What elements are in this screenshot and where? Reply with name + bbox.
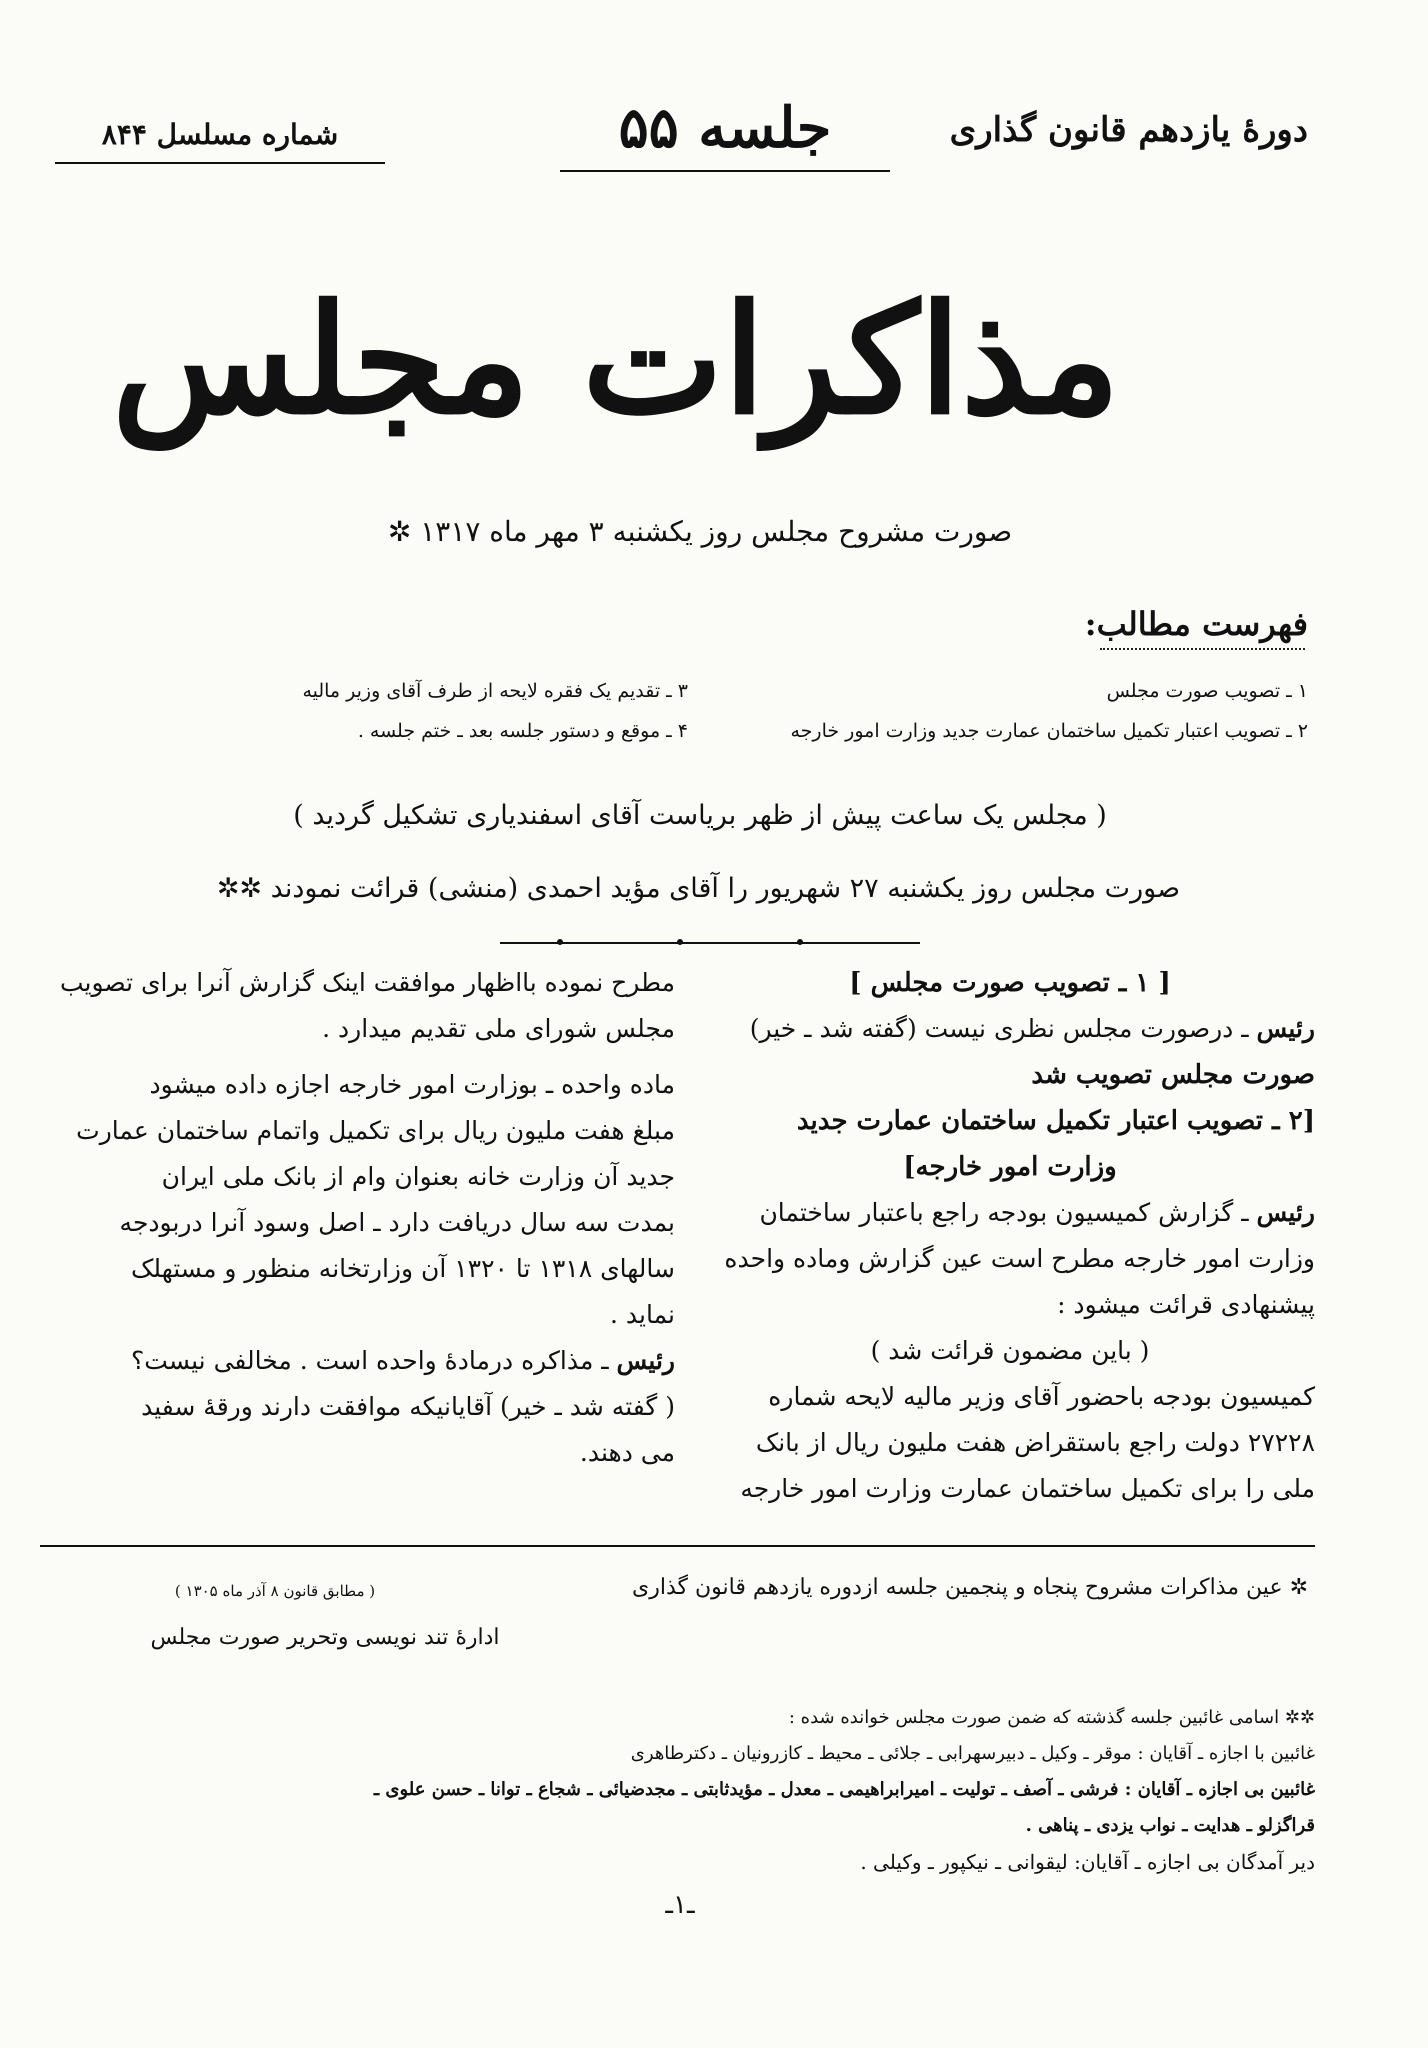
toc-item: ۱ ـ تصویب صورت مجلس [1106, 680, 1308, 702]
item-heading: [۲ ـ تصویب اعتبار تکمیل ساختمان عمارت جدید [796, 1106, 1315, 1136]
absent-title: ✲✲ اسامی غائبین جلسه گذشته که ضمن صورت مجلس خوانده شده : [788, 1707, 1315, 1728]
paragraph-line: ماده واحده ـ بوزارت امور خارجه اجازه داده میشود [149, 1070, 675, 1099]
paragraph-line: کمیسیون بودجه باحضور آقای وزیر مالیه لایحه شماره [768, 1382, 1315, 1411]
speaker-name: رئیس [1256, 1014, 1315, 1043]
divider-dot [677, 939, 683, 945]
paragraph [705, 1006, 1315, 1052]
term-label: دورهٔ یازدهم قانون گذاری [949, 110, 1308, 150]
footnote: ✲ عین مذاکرات مشروح پنجاه و پنجمین جلسه ازدوره یازدهم قانون گذاری [632, 1575, 1308, 1600]
law-reference: ( مطابق قانون ۸ آذر ماه ۱۳۰۵ ) [174, 1582, 376, 1600]
item-heading: وزارت امور خارجه] [903, 1152, 1117, 1182]
divider-dot [797, 939, 803, 945]
absent-without-leave: غائبین بی اجازه ـ آقایان : فرشی ـ آصف ـ تولیت ـ امیرابراهیمی ـ معدل ـ مؤیدثابتی ـ مجدضیائی ـ شجاع ـ توانا ـ حسن علوی ـ [373, 1779, 1315, 1800]
paragraph-line: جدید آن وزارت خانه بعنوان وام از بانک ملی ایران [161, 1162, 675, 1191]
paragraph-line: می دهند. [579, 1438, 675, 1467]
paragraph-line: سالهای ۱۳۱۸ تا ۱۳۲۰ آن وزارتخانه منظور و مستهلک [131, 1254, 675, 1283]
session-underline [560, 170, 890, 172]
late-without-leave: دیر آمدگان بی اجازه ـ آقایان: لیقوانی ـ نیکپور ـ وکیلی . [860, 1850, 1315, 1874]
toc-underline [1100, 648, 1305, 650]
paragraph-line: نماید . [609, 1300, 675, 1329]
paragraph: صورت مجلس تصویب شد [1031, 1060, 1315, 1090]
page-number: ـ۱ـ [665, 1890, 695, 1920]
paragraph [55, 1338, 675, 1384]
opening-notice: ( مجلس یک ساعت پیش از ظهر بریاست آقای اسفندیاری تشکیل گردید ) [293, 800, 1107, 831]
toc-item: ۲ ـ تصویب اعتبار تکمیل ساختمان عمارت جدید وزارت امور خارجه [790, 720, 1308, 742]
left-column [55, 960, 675, 1476]
serial-number: شماره مسلسل ۸۴۴ [101, 118, 339, 151]
masthead-title: مذاکرات مجلس [111, 272, 1120, 448]
paragraph-line: وزارت امور خارجه مطرح است عین گزارش وماده واحده [724, 1244, 1315, 1273]
item-heading: [ ۱ ـ تصویب صورت مجلس ] [849, 968, 1171, 998]
paragraph-line: مجلس شورای ملی تقدیم میدارد . [322, 1014, 675, 1043]
toc-item: ۴ ـ موقع و دستور جلسه بعد ـ ختم جلسه . [357, 720, 688, 742]
absent-without-leave-cont: قراگزلو ـ هدایت ـ نواب یزدی ـ پناهی . [1025, 1815, 1315, 1836]
paragraph-text: ـ درصورت مجلس نظری نیست (گفته شد ـ خیر) [749, 1014, 1257, 1043]
session-number: جلسه ۵۵ [618, 95, 832, 161]
footer-divider [40, 1545, 1315, 1547]
toc-title: فهرست مطالب: [1084, 605, 1308, 643]
absentee-notes [55, 1700, 1315, 1880]
paragraph-line: ( گفته شد ـ خیر) آقایانیکه موافقت دارند ورقهٔ سفید [141, 1392, 675, 1421]
paragraph: ( باین مضمون قرائت شد ) [870, 1336, 1150, 1365]
paragraph [705, 1190, 1315, 1236]
paragraph-text: ـ مذاکره درمادهٔ واحده است . مخالفی نیست؟ [131, 1346, 617, 1375]
section-divider [500, 942, 920, 944]
divider-dot [557, 939, 563, 945]
toc-item: ۳ ـ تقدیم یک فقره لایحه از طرف آقای وزیر مالیه [302, 680, 688, 702]
serial-underline [55, 162, 385, 164]
paragraph-line: ملی را برای تکمیل ساختمان عمارت وزارت امور خارجه [740, 1474, 1315, 1503]
paragraph-line: بمدت سه سال دریافت دارد ـ اصل وسود آنرا دربودجه [119, 1208, 675, 1237]
paragraph-text: ـ گزارش کمیسیون بودجه راجع باعتبار ساختمان [759, 1198, 1257, 1227]
right-column [705, 960, 1315, 1512]
paragraph-line: مبلغ هفت ملیون ریال برای تکمیل واتمام ساختمان عمارت [76, 1116, 675, 1145]
speaker-name: رئیس [616, 1346, 675, 1375]
paragraph-line: پیشنهادی قرائت میشود : [1057, 1290, 1315, 1319]
absent-with-leave: غائبین با اجازه ـ آقایان : موقر ـ وکیل ـ دبیرسهرابی ـ جلائی ـ محیط ـ کازرونیان ـ دکترطاهری [630, 1743, 1315, 1764]
speaker-name: رئیس [1256, 1198, 1315, 1227]
issue-subtitle: صورت مشروح مجلس روز یکشنبه ۳ مهر ماه ۱۳۱۷ ✲ [387, 515, 1013, 548]
paragraph-line: مطرح نموده بااظهار موافقت اینک گزارش آنرا برای تصویب [59, 968, 675, 997]
paragraph-line: ۲۷۲۲۸ دولت راجع باستقراض هفت ملیون ریال از بانک [755, 1428, 1315, 1457]
minutes-read-notice: صورت مجلس روز یکشنبه ۲۷ شهریور را آقای مؤید احمدی (منشی) قرائت نمودند ✲✲ [216, 873, 1180, 904]
office-credit: ادارهٔ تند نویسی وتحریر صورت مجلس [150, 1625, 500, 1650]
